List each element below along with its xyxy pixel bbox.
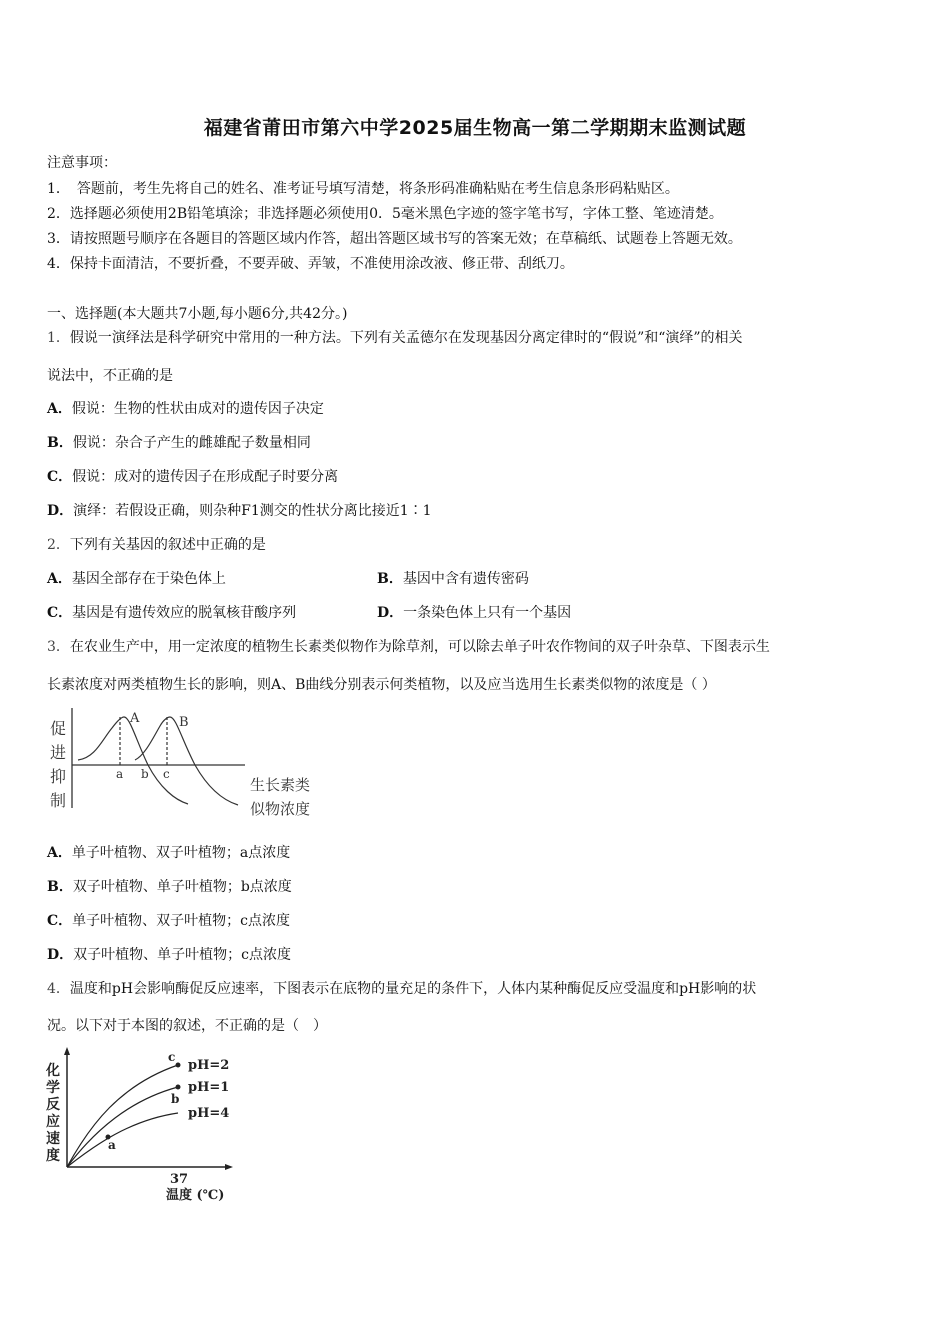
option-text: 一条染色体上只有一个基因 (403, 605, 572, 621)
y-label-promote-1: 促 (50, 719, 67, 738)
question-1-option-d (47, 500, 432, 520)
question-1-number: 1． (47, 330, 70, 346)
question-1-option-c (47, 466, 338, 486)
option-label: D． (47, 947, 74, 963)
question-3-stem-line1 (47, 636, 770, 656)
y-char-3: 反 (46, 1097, 60, 1113)
question-4-text: 温度和pH会影响酶促反应速率，下图表示在底物的量充足的条件下，人体内某种酶促反应受温度和pH影响的状 (69, 981, 757, 997)
point-a-label: a (116, 767, 124, 781)
question-2-stem (47, 534, 266, 554)
y-char-1: 化 (46, 1063, 60, 1079)
curve-b (135, 717, 238, 805)
auxin-curve-figure (40, 700, 330, 830)
section-heading: 一、选择题(本大题共7小题,每小题6分,共42分。) (47, 306, 348, 322)
y-char-5: 速 (46, 1131, 60, 1147)
curve-label-ph2: pH=2 (188, 1058, 230, 1073)
x-label-line2: 似物浓度 (250, 800, 311, 818)
question-3-option-c (47, 910, 290, 930)
curve-label-ph1: pH=1 (188, 1080, 230, 1095)
question-3-stem-line2: 长素浓度对两类植物生长的影响，则A、B曲线分别表示何类植物，以及应当选用生长素类似物的浓度是（ ） (47, 677, 716, 693)
question-2-option-d (377, 602, 571, 622)
question-4-number: 4． (47, 981, 70, 997)
option-label: C． (47, 913, 73, 929)
notice-item-2: 2．选择题必须使用2B铅笔填涂；非选择题必须使用0．5毫米黑色字迹的签字笔书写，字体工整、笔迹清楚。 (47, 206, 723, 222)
option-text: 假说：杂合子产生的雌雄配子数量相同 (72, 435, 311, 451)
notice-item-1: 1． 答题前，考生先将自己的姓名、准考证号填写清楚，将条形码准确粘贴在考生信息条形码粘贴区。 (47, 181, 679, 197)
option-text: 基因中含有遗传密码 (402, 571, 529, 587)
point-b-label: b (171, 1092, 180, 1106)
question-2-option-c (47, 602, 296, 622)
question-3-option-d (47, 944, 291, 964)
option-label: B． (47, 435, 73, 451)
y-label-promote-2: 进 (50, 743, 67, 762)
page-title: 福建省莆田市第六中学2025届生物高一第二学期期末监测试题 (203, 117, 747, 139)
option-text: 假说：成对的遗传因子在形成配子时要分离 (72, 469, 339, 485)
option-label: A． (47, 401, 72, 417)
point-c (176, 1063, 181, 1068)
option-label: D． (377, 605, 404, 621)
point-c-label: c (163, 767, 170, 781)
y-char-2: 学 (46, 1080, 60, 1096)
option-text: 基因全部存在于染色体上 (71, 571, 226, 587)
option-text: 基因是有遗传效应的脱氧核苷酸序列 (72, 605, 297, 621)
point-b-label: b (141, 767, 149, 781)
question-1-stem-line2: 说法中，不正确的是 (47, 368, 173, 384)
x-tick-37: 37 (170, 1172, 189, 1187)
question-3-number: 3． (47, 639, 70, 655)
question-2-option-b (377, 568, 529, 588)
question-4-stem-line2: 况。以下对于本图的叙述，不正确的是（ ） (47, 1018, 327, 1034)
notice-item-3: 3．请按照题号顺序在各题目的答题区域内作答，超出答题区域书写的答案无效；在草稿纸、试题卷上答题无效。 (47, 231, 742, 247)
notice-item-4: 4．保持卡面清洁，不要折叠，不要弄破、弄皱，不准使用涂改液、修正带、刮纸刀。 (47, 256, 574, 272)
x-axis-arrow-icon (225, 1164, 233, 1170)
option-text: 双子叶植物、单子叶植物；c点浓度 (73, 947, 291, 963)
option-text: 单子叶植物、双子叶植物；c点浓度 (72, 913, 290, 929)
question-1-option-a (47, 398, 324, 418)
option-text: 双子叶植物、单子叶植物；b点浓度 (72, 879, 292, 895)
y-axis-arrow-icon (64, 1047, 70, 1055)
question-3-text: 在农业生产中，用一定浓度的植物生长素类似物作为除草剂，可以除去单子叶农作物间的双子叶杂草、下图表示生 (69, 639, 770, 655)
question-3-option-b (47, 876, 292, 896)
y-label-inhibit-2: 制 (50, 791, 67, 810)
enzyme-rate-figure (40, 1045, 250, 1205)
question-1-stem-line1 (47, 327, 743, 347)
notice-heading: 注意事项： (47, 155, 117, 171)
question-4-stem-line1 (47, 978, 756, 998)
option-label: A． (47, 571, 72, 587)
option-text: 单子叶植物、双子叶植物；a点浓度 (71, 845, 291, 861)
question-3-option-a (47, 842, 290, 862)
question-2-number: 2． (47, 537, 70, 553)
question-2-text: 下列有关基因的叙述中正确的是 (69, 537, 266, 553)
curve-a (78, 717, 188, 804)
option-label: B． (377, 571, 403, 587)
y-char-6: 度 (46, 1148, 60, 1164)
curve-a-label: A (130, 711, 140, 726)
option-label: C． (47, 469, 73, 485)
y-label-inhibit-1: 抑 (50, 767, 67, 786)
y-char-4: 应 (46, 1114, 60, 1130)
option-label: A． (47, 845, 72, 861)
option-text: 假说：生物的性状由成对的遗传因子决定 (71, 401, 324, 417)
curve-b-label: B (179, 715, 189, 730)
point-b (176, 1085, 181, 1090)
question-2-option-a (47, 568, 226, 588)
point-a-label: a (108, 1138, 116, 1152)
curve-label-ph4: pH=4 (188, 1106, 230, 1121)
x-label-line1: 生长素类 (250, 776, 311, 794)
x-axis-label: 温度 (℃) (166, 1188, 225, 1203)
question-1-text: 假说一演绎法是科学研究中常用的一种方法。下列有关孟德尔在发现基因分离定律时的“假说”和“演绎”的相关 (69, 330, 743, 346)
point-c-label: c (168, 1050, 176, 1064)
option-text: 演绎：若假设正确，则杂种F1测交的性状分离比接近1∶1 (73, 503, 432, 519)
question-1-option-b (47, 432, 311, 452)
option-label: D． (47, 503, 74, 519)
option-label: B． (47, 879, 73, 895)
option-label: C． (47, 605, 73, 621)
